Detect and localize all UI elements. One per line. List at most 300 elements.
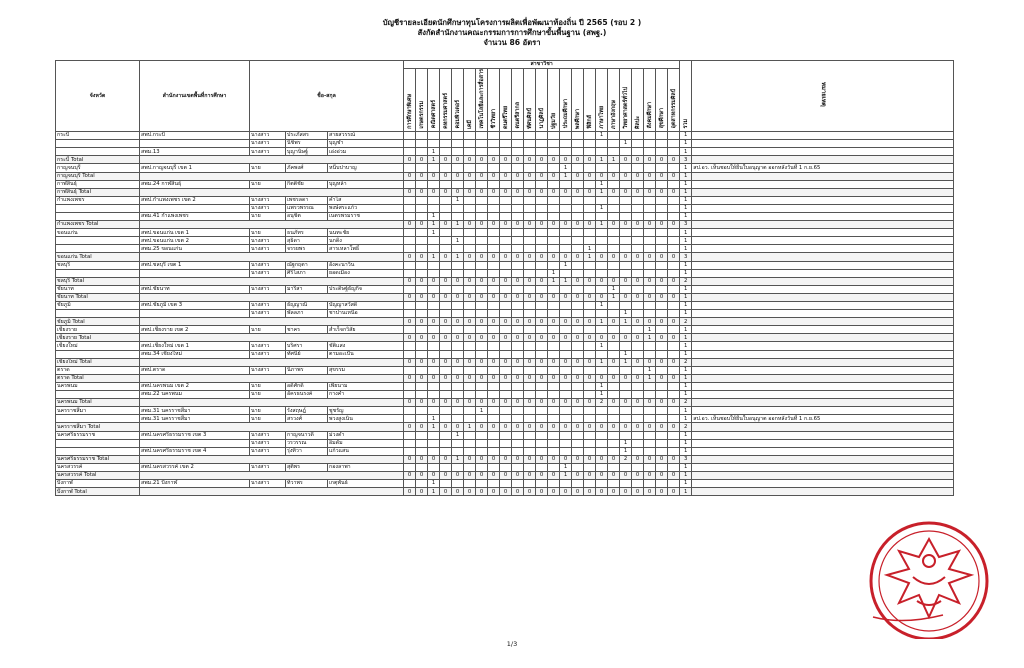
subject-cell xyxy=(668,439,680,447)
subject-total-cell: 1 xyxy=(428,221,440,229)
remark-cell xyxy=(692,431,954,439)
header-subject: พลศึกษา xyxy=(572,69,584,132)
empty-cell xyxy=(140,293,404,301)
remark-cell xyxy=(692,358,954,366)
subject-cell xyxy=(656,164,668,172)
first-name-cell: นิภาพร xyxy=(286,366,328,374)
subject-cell xyxy=(584,140,596,148)
subject-cell: 1 xyxy=(560,261,572,269)
subject-total-cell: 0 xyxy=(524,471,536,479)
row-total-cell: 1 xyxy=(680,261,692,269)
subject-total-cell: 0 xyxy=(668,471,680,479)
header-subject: สุขศึกษา xyxy=(656,69,668,132)
subject-cell xyxy=(644,431,656,439)
total-row xyxy=(56,156,954,164)
subject-total-cell: 0 xyxy=(404,188,416,196)
subject-cell xyxy=(488,439,500,447)
subject-total-cell: 0 xyxy=(404,318,416,326)
subject-total-cell: 0 xyxy=(644,293,656,301)
subject-cell xyxy=(476,447,488,455)
subject-cell xyxy=(416,261,428,269)
subject-cell xyxy=(656,391,668,399)
subject-total-cell: 0 xyxy=(536,358,548,366)
subject-total-cell: 1 xyxy=(596,318,608,326)
subject-cell xyxy=(584,310,596,318)
subject-cell xyxy=(584,480,596,488)
subject-cell xyxy=(428,447,440,455)
subject-cell xyxy=(500,480,512,488)
subject-cell xyxy=(584,415,596,423)
table-row xyxy=(56,148,954,156)
subject-cell xyxy=(476,431,488,439)
subject-cell xyxy=(476,180,488,188)
subject-cell xyxy=(452,132,464,140)
subject-cell xyxy=(440,285,452,293)
subject-cell xyxy=(608,180,620,188)
subject-total-cell: 0 xyxy=(488,188,500,196)
subject-cell xyxy=(608,342,620,350)
first-name-cell: แพรวพรรณ xyxy=(286,204,328,212)
area-cell: สพป.กำแพงเพชร เขต 2 xyxy=(140,196,250,204)
row-total-cell: 1 xyxy=(680,431,692,439)
subject-cell xyxy=(404,480,416,488)
header-name: ชื่อ-สกุล xyxy=(250,61,404,132)
subject-cell: 1 xyxy=(560,463,572,471)
province-cell: กาฬสินธุ์ xyxy=(56,180,140,188)
subject-cell xyxy=(500,269,512,277)
subject-cell xyxy=(608,439,620,447)
row-total-cell: 1 xyxy=(680,293,692,301)
subject-cell xyxy=(536,212,548,220)
subject-cell xyxy=(404,132,416,140)
subject-cell xyxy=(644,415,656,423)
last-name-cell: สุขรรม xyxy=(328,366,404,374)
title-cell: นางสาว xyxy=(250,196,286,204)
subject-total-cell: 0 xyxy=(488,318,500,326)
subject-cell: 1 xyxy=(620,310,632,318)
subject-total-cell: 0 xyxy=(656,399,668,407)
subject-total-cell: 0 xyxy=(668,188,680,196)
subject-total-cell: 0 xyxy=(512,277,524,285)
subject-total-cell: 0 xyxy=(536,188,548,196)
subject-cell xyxy=(536,148,548,156)
subject-cell xyxy=(512,212,524,220)
subject-cell xyxy=(584,407,596,415)
subject-total-cell: 0 xyxy=(620,334,632,342)
subject-cell xyxy=(416,382,428,390)
subject-total-cell: 1 xyxy=(560,172,572,180)
remark-cell xyxy=(692,212,954,220)
subject-cell xyxy=(560,431,572,439)
subject-total-cell: 0 xyxy=(632,156,644,164)
subject-total-cell: 0 xyxy=(428,471,440,479)
subject-cell xyxy=(620,382,632,390)
subject-total-cell: 0 xyxy=(656,188,668,196)
subject-cell xyxy=(620,237,632,245)
subject-total-cell: 0 xyxy=(476,334,488,342)
subject-cell xyxy=(656,350,668,358)
subject-cell xyxy=(560,407,572,415)
subject-total-cell: 0 xyxy=(524,188,536,196)
subject-cell xyxy=(404,196,416,204)
subject-cell xyxy=(512,463,524,471)
subject-total-cell: 0 xyxy=(668,253,680,261)
subject-cell xyxy=(560,302,572,310)
subject-cell xyxy=(596,140,608,148)
subject-cell xyxy=(572,212,584,220)
subject-cell xyxy=(560,382,572,390)
subject-cell xyxy=(596,350,608,358)
subject-cell xyxy=(464,261,476,269)
subject-cell xyxy=(452,148,464,156)
subject-total-cell: 0 xyxy=(572,471,584,479)
subject-cell xyxy=(656,407,668,415)
subject-cell xyxy=(464,447,476,455)
subject-cell xyxy=(428,407,440,415)
subject-total-cell: 0 xyxy=(548,253,560,261)
row-total-cell: 2 xyxy=(680,423,692,431)
subject-cell xyxy=(536,366,548,374)
subject-cell xyxy=(608,164,620,172)
subject-total-cell: 0 xyxy=(560,156,572,164)
subject-cell xyxy=(404,326,416,334)
subject-cell xyxy=(584,229,596,237)
subject-total-cell: 0 xyxy=(584,358,596,366)
subject-cell xyxy=(560,285,572,293)
remark-cell xyxy=(692,471,954,479)
subject-cell xyxy=(644,204,656,212)
title-cell: นาย xyxy=(250,391,286,399)
subject-cell xyxy=(428,302,440,310)
subject-total-cell: 0 xyxy=(620,374,632,382)
total-row xyxy=(56,374,954,382)
subject-cell xyxy=(644,237,656,245)
subject-cell xyxy=(548,261,560,269)
subject-cell xyxy=(440,302,452,310)
subject-cell xyxy=(644,212,656,220)
remark-cell xyxy=(692,188,954,196)
subject-cell xyxy=(416,407,428,415)
garuda-seal xyxy=(843,517,995,639)
subject-cell xyxy=(620,132,632,140)
subject-total-cell: 0 xyxy=(488,253,500,261)
remark-cell xyxy=(692,310,954,318)
remark-cell xyxy=(692,253,954,261)
subject-total-cell: 0 xyxy=(644,188,656,196)
area-cell: สพป.ขอนแก่น เขต 2 xyxy=(140,237,250,245)
subject-total-cell: 0 xyxy=(584,455,596,463)
subject-total-cell: 0 xyxy=(560,399,572,407)
header-subjects: สาขาวิชา xyxy=(404,61,680,69)
subject-cell xyxy=(464,439,476,447)
subject-cell xyxy=(416,447,428,455)
subject-total-cell: 0 xyxy=(572,293,584,301)
subject-cell xyxy=(512,261,524,269)
subject-cell xyxy=(488,140,500,148)
subject-cell xyxy=(656,326,668,334)
subject-total-cell: 0 xyxy=(584,221,596,229)
area-cell: สพป.นครสวรรค์ เขต 2 xyxy=(140,463,250,471)
subject-cell xyxy=(488,164,500,172)
subject-cell xyxy=(572,245,584,253)
subject-cell xyxy=(488,212,500,220)
table-row xyxy=(56,439,954,447)
subject-cell xyxy=(596,148,608,156)
remark-cell xyxy=(692,455,954,463)
total-row xyxy=(56,399,954,407)
subject-total-cell: 0 xyxy=(488,471,500,479)
subject-cell xyxy=(440,350,452,358)
subject-cell: 1 xyxy=(428,212,440,220)
remark-cell xyxy=(692,269,954,277)
subject-cell xyxy=(416,285,428,293)
subject-total-cell: 0 xyxy=(560,334,572,342)
table-row xyxy=(56,480,954,488)
subject-cell: 1 xyxy=(428,480,440,488)
subject-cell xyxy=(596,196,608,204)
subject-total-cell: 0 xyxy=(584,471,596,479)
subject-total-cell: 0 xyxy=(572,374,584,382)
subject-cell xyxy=(524,180,536,188)
subject-total-cell: 1 xyxy=(644,374,656,382)
subject-cell xyxy=(524,391,536,399)
subject-cell xyxy=(608,382,620,390)
subject-total-cell: 0 xyxy=(464,374,476,382)
subject-total-cell: 0 xyxy=(512,471,524,479)
subject-cell xyxy=(596,415,608,423)
subject-cell: 1 xyxy=(476,407,488,415)
subject-cell xyxy=(668,204,680,212)
subject-total-cell: 0 xyxy=(500,318,512,326)
subject-cell xyxy=(440,342,452,350)
subject-cell xyxy=(608,463,620,471)
subject-total-cell: 0 xyxy=(512,318,524,326)
province-cell xyxy=(56,148,140,156)
subject-total-cell: 0 xyxy=(596,374,608,382)
subject-cell xyxy=(452,447,464,455)
province-cell xyxy=(56,439,140,447)
province-cell: นครศรีธรรมราช xyxy=(56,431,140,439)
subject-cell xyxy=(536,180,548,188)
subject-cell xyxy=(668,285,680,293)
subject-total-cell: 1 xyxy=(584,253,596,261)
subject-cell xyxy=(404,302,416,310)
subject-total-cell: 0 xyxy=(512,253,524,261)
empty-cell xyxy=(140,277,404,285)
subject-total-cell: 0 xyxy=(512,172,524,180)
subject-total-cell: 0 xyxy=(548,318,560,326)
first-name-cell: ภัคพงศ์ xyxy=(286,164,328,172)
subject-cell xyxy=(464,350,476,358)
subject-total-cell: 0 xyxy=(668,358,680,366)
subject-cell xyxy=(428,237,440,245)
subject-cell xyxy=(416,366,428,374)
province-cell xyxy=(56,269,140,277)
subject-cell xyxy=(416,415,428,423)
subject-total-cell: 0 xyxy=(596,277,608,285)
subject-total-cell: 0 xyxy=(572,423,584,431)
table-row xyxy=(56,269,954,277)
subject-total-cell: 0 xyxy=(428,277,440,285)
page-number: 1/3 xyxy=(506,640,518,648)
area-cell: สพป.กระบี่ xyxy=(140,132,250,140)
subject-total-cell: 0 xyxy=(608,471,620,479)
subject-total-cell: 0 xyxy=(404,172,416,180)
subject-cell xyxy=(464,431,476,439)
subject-total-cell: 0 xyxy=(608,399,620,407)
subject-cell xyxy=(404,269,416,277)
subject-total-cell: 0 xyxy=(524,455,536,463)
subject-total-cell: 0 xyxy=(440,253,452,261)
subject-total-cell: 0 xyxy=(632,423,644,431)
subject-total-cell: 0 xyxy=(560,488,572,496)
subject-cell xyxy=(548,366,560,374)
subject-cell xyxy=(632,212,644,220)
subject-total-cell: 0 xyxy=(464,188,476,196)
row-total-cell: 1 xyxy=(680,302,692,310)
remark-cell xyxy=(692,221,954,229)
area-cell: สพป.นครศรีธรรมราช เขต 3 xyxy=(140,431,250,439)
subject-cell: 1 xyxy=(452,196,464,204)
subject-cell xyxy=(656,342,668,350)
subject-total-cell: 0 xyxy=(440,293,452,301)
subject-cell xyxy=(584,447,596,455)
first-name-cell: รุ่งทิวา xyxy=(286,447,328,455)
subject-cell: 1 xyxy=(596,180,608,188)
subject-cell xyxy=(596,164,608,172)
first-name-cell: ประภัสสร xyxy=(286,132,328,140)
subject-cell xyxy=(476,261,488,269)
subject-cell xyxy=(452,285,464,293)
remark-cell xyxy=(692,350,954,358)
title-cell: นาย xyxy=(250,415,286,423)
subject-cell xyxy=(416,310,428,318)
subject-cell xyxy=(428,310,440,318)
row-total-cell: 1 xyxy=(680,269,692,277)
subject-total-cell: 0 xyxy=(584,399,596,407)
subject-total-cell: 0 xyxy=(476,358,488,366)
subject-cell xyxy=(572,350,584,358)
subject-cell xyxy=(644,391,656,399)
subject-cell xyxy=(632,391,644,399)
subject-cell xyxy=(596,237,608,245)
area-cell: สพป.กาญจนบุรี เขต 1 xyxy=(140,164,250,172)
subject-cell xyxy=(464,269,476,277)
subject-cell xyxy=(464,326,476,334)
subject-cell xyxy=(608,415,620,423)
subject-cell xyxy=(476,382,488,390)
subject-cell xyxy=(464,212,476,220)
row-total-cell: 1 xyxy=(680,374,692,382)
subject-cell xyxy=(548,310,560,318)
subject-cell xyxy=(668,391,680,399)
subject-cell xyxy=(608,148,620,156)
total-label-cell: กำแพงเพชร Total xyxy=(56,221,140,229)
subject-total-cell: 0 xyxy=(632,488,644,496)
row-total-cell: 1 xyxy=(680,237,692,245)
subject-cell xyxy=(644,480,656,488)
title-cell: นางสาว xyxy=(250,447,286,455)
subject-total-cell: 0 xyxy=(464,253,476,261)
province-cell xyxy=(56,447,140,455)
subject-cell xyxy=(452,229,464,237)
remark-cell xyxy=(692,302,954,310)
last-name-cell: สำเร็จกวิสัย xyxy=(328,326,404,334)
subject-cell xyxy=(596,326,608,334)
subject-total-cell: 0 xyxy=(548,221,560,229)
subject-cell xyxy=(488,285,500,293)
subject-cell xyxy=(488,342,500,350)
subject-cell xyxy=(404,342,416,350)
subject-cell xyxy=(428,140,440,148)
subject-total-cell: 0 xyxy=(416,455,428,463)
subject-cell xyxy=(560,350,572,358)
subject-total-cell: 0 xyxy=(656,455,668,463)
subject-cell xyxy=(584,326,596,334)
subject-cell xyxy=(608,326,620,334)
subject-cell xyxy=(572,480,584,488)
total-row xyxy=(56,423,954,431)
subject-total-cell: 1 xyxy=(620,358,632,366)
subject-cell xyxy=(440,245,452,253)
table-row xyxy=(56,229,954,237)
subject-cell xyxy=(644,164,656,172)
subject-cell xyxy=(620,196,632,204)
subject-total-cell: 0 xyxy=(440,423,452,431)
subject-cell xyxy=(464,245,476,253)
subject-total-cell: 0 xyxy=(632,253,644,261)
header-subject: ดนตรีสากล xyxy=(512,69,524,132)
subject-total-cell: 0 xyxy=(512,156,524,164)
empty-cell xyxy=(140,374,404,382)
subject-cell xyxy=(452,326,464,334)
last-name-cell: ชูชรัญ xyxy=(328,407,404,415)
subject-total-cell: 0 xyxy=(512,455,524,463)
subject-total-cell: 0 xyxy=(560,318,572,326)
subject-cell xyxy=(488,310,500,318)
header-subject: เคมี xyxy=(464,69,476,132)
subject-total-cell: 0 xyxy=(428,455,440,463)
subject-cell xyxy=(548,180,560,188)
subject-total-cell: 0 xyxy=(572,455,584,463)
first-name-cell: ณัฐกฤตา xyxy=(286,261,328,269)
first-name-cell: จรรยพร xyxy=(286,245,328,253)
subject-cell xyxy=(512,204,524,212)
subject-total-cell: 0 xyxy=(668,172,680,180)
subject-total-cell: 0 xyxy=(500,399,512,407)
last-name-cell: ตามอะเป็น xyxy=(328,350,404,358)
subject-cell xyxy=(608,407,620,415)
subject-total-cell: 0 xyxy=(620,188,632,196)
subject-total-cell: 0 xyxy=(524,293,536,301)
subject-total-cell: 0 xyxy=(404,399,416,407)
subject-cell xyxy=(536,391,548,399)
title-cell: นางสาว xyxy=(250,350,286,358)
row-total-cell: 1 xyxy=(680,172,692,180)
subject-cell xyxy=(452,382,464,390)
subject-cell xyxy=(620,180,632,188)
province-cell xyxy=(56,245,140,253)
subject-cell xyxy=(500,245,512,253)
subject-cell xyxy=(524,148,536,156)
subject-cell xyxy=(464,310,476,318)
subject-total-cell: 0 xyxy=(524,399,536,407)
subject-total-cell: 0 xyxy=(488,334,500,342)
subject-total-cell: 0 xyxy=(440,156,452,164)
subject-cell xyxy=(620,366,632,374)
subject-total-cell: 1 xyxy=(596,358,608,366)
subject-total-cell: 0 xyxy=(668,277,680,285)
